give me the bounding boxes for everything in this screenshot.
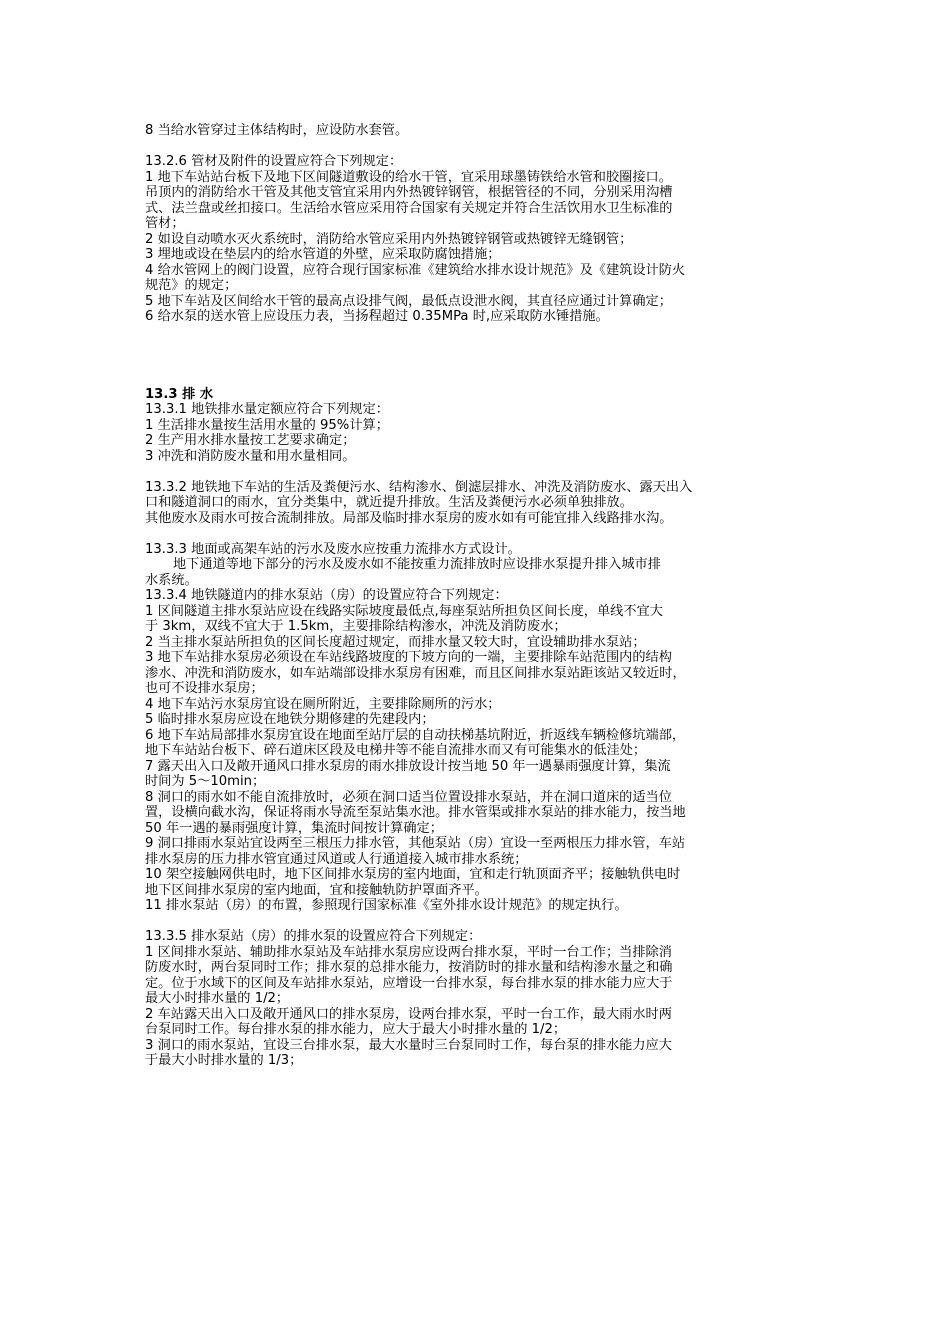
text-line: 地下车站站台板下、碎石道床区段及电梯井等不能自流排水而又有可能集水的低洼处；: [145, 743, 647, 758]
text-line: 3 洞口的雨水泵站，宜设三台排水泵，最大水量时三台泵同时工作，每台泵的排水能力应大: [145, 1037, 672, 1053]
text-line: 时间为 5～10min；: [145, 774, 266, 789]
text-line: 2 如设自动喷水灭火系统时，消防给水管应采用内外热镀锌钢管或热镀锌无缝钢管；: [145, 231, 633, 247]
text-line: 1 地下车站站台板下及地下区间隧道敷设的给水干管，宜采用球墨铸铁给水管和胶圈接口。: [145, 169, 672, 185]
document-page: [145, 123, 815, 1069]
text-line: 13.3.2 地铁地下车站的生活及粪便污水、结构渗水、倒滤层排水、冲洗及消防废水、露天出入: [145, 479, 693, 495]
text-line: 1 区间排水泵站、辅助排水泵站及车站排水泵房应设两台排水泵，平时一台工作；当排除消: [145, 944, 672, 960]
text-line: 2 当主排水泵站所担负的区间长度超过规定，而排水量又较大时，宜设辅助排水泵站；: [145, 634, 646, 650]
text-line: 渗水、冲洗和消防废水，如车站端部设排水泵房有困难，而且区间排水泵站距该站又较近时，: [145, 665, 686, 681]
text-line: 地下区间排水泵房的室内地面，宜和接触轨防护罩面齐平。: [145, 882, 488, 898]
text-line: 8 洞口的雨水如不能自流排放时，必须在洞口适当位置设排水泵站，并在洞口道床的适当位: [145, 789, 672, 805]
text-line: 13.2.6 管材及附件的设置应符合下列规定：: [145, 154, 403, 169]
text-line: 13.3.1 地铁排水量定额应符合下列规定：: [145, 402, 389, 417]
text-line: 4 给水管网上的阀门设置，应符合现行国家标准《建筑给水排水设计规范》及《建筑设计防火: [145, 262, 686, 278]
text-line: 防废水时，两台泵同时工作；排水泵的总排水能力，按消防时的排水量和结构渗水量之和确: [145, 960, 673, 975]
text-line: 吊顶内的消防给水干管及其他支管宜采用内外热镀锌钢管，根据管径的不同，分别采用沟槽: [145, 185, 673, 200]
text-line: 5 地下车站及区间给水干管的最高点设排气阀，最低点设泄水阀，其直径应通过计算确定；: [145, 293, 672, 309]
text-line: 8 当给水管穿过主体结构时，应设防水套管。: [145, 123, 409, 138]
text-line: 管材；: [145, 216, 185, 231]
text-line: 台泵同时工作。每台排水泵的排水能力，应大于最大小时排水量的 1/2；: [145, 1022, 567, 1037]
text-line: 排水泵房的压力排水管宜通过风道或人行通道接入城市排水系统；: [145, 851, 528, 867]
paragraph-spacer: [145, 914, 815, 930]
section-spacer: [145, 325, 815, 387]
section-heading: 13.3 排 水: [145, 386, 214, 402]
text-line: 6 给水泵的送水管上应设压力表，当扬程超过 0.35MPa 时,应采取防水锤措施。: [145, 309, 609, 324]
text-line: 13.3.4 地铁隧道内的排水泵站（房）的设置应符合下列规定：: [145, 588, 508, 603]
text-line: 最大小时排水量的 1/2；: [145, 991, 290, 1006]
paragraph-spacer: [145, 139, 815, 155]
text-line: 地下通道等地下部分的污水及废水如不能按重力流排放时应设排水泵提升排入城市排: [173, 557, 661, 572]
text-line: 2 车站露天出入口及敞开通风口的排水泵房，设两台排水泵，平时一台工作，最大雨水时两: [145, 1006, 672, 1022]
text-line: 4 地下车站污水泵房宜设在厕所附近，主要排除厕所的污水；: [145, 696, 501, 712]
text-line: 式、法兰盘或丝扣接口。生活给水管应采用符合国家有关规定并符合生活饮用水卫生标准的: [145, 200, 673, 216]
text-line: 3 地下车站排水泵房必须设在车站线路坡度的下坡方向的一端，主要排除车站范围内的结构: [145, 650, 672, 665]
text-line: 7 露天出入口及敞开通风口排水泵房的雨水排放设计按当地 50 年一遇暴雨强度计算，集流: [145, 758, 671, 774]
text-line: 3 埋地或设在垫层内的给水管道的外壁，应采取防腐蚀措施；: [145, 247, 501, 262]
text-line: 规范》的规定；: [145, 278, 238, 293]
text-line: 置，设横向截水沟，保证将雨水导流至泵站集水池。排水管渠或排水泵站的排水能力，按当地: [145, 805, 686, 820]
text-line: 于最大小时排水量的 1/3；: [145, 1053, 303, 1068]
text-line: 也可不设排水泵房；: [145, 681, 264, 696]
text-line: 50 年一遇的暴雨强度计算，集流时间按计算确定；: [145, 820, 443, 836]
paragraph-spacer: [145, 526, 815, 542]
text-line: 1 生活排水量按生活用水量的 95%计算；: [145, 417, 389, 433]
text-line: 9 洞口排雨水泵站宜设两至三根压力排水管，其他泵站（房）宜设一至两根压力排水管，车站: [145, 836, 686, 851]
text-line: 其他废水及雨水可按合流制排放。局部及临时排水泵房的废水如有可能宜排入线路排水沟。: [145, 510, 673, 526]
text-line: 于 3km，双线不宜大于 1.5km，主要排除结构渗水，冲洗及消防废水；: [145, 619, 567, 634]
text-line: 13.3.5 排水泵站（房）的排水泵的设置应符合下列规定：: [145, 929, 482, 944]
text-line: 定。位于水域下的区间及车站排水泵站，应增设一台排水泵，每台排水泵的排水能力应大于: [145, 975, 673, 991]
paragraph-spacer: [145, 464, 815, 480]
text-line: 11 排水泵站（房）的布置，参照现行国家标准《室外排水设计规范》的规定执行。: [145, 898, 628, 913]
text-line: 口和隧道洞口的雨水，宜分类集中，就近提升排放。生活及粪便污水必须单独排放。: [145, 495, 633, 510]
text-line: 10 架空接触网供电时，地下区间排水泵房的室内地面，宜和走行轨顶面齐平；接触轨供电时: [145, 867, 681, 882]
text-line: 2 生产用水排水量按工艺要求确定；: [145, 433, 356, 448]
text-line: 1 区间隧道主排水泵站应设在线路实际坡度最低点,每座泵站所担负区间长度，单线不宜大: [145, 603, 663, 619]
text-line: 5 临时排水泵房应设在地铁分期修建的先建段内；: [145, 712, 435, 727]
text-line: 3 冲洗和消防废水量和用水量相同。: [145, 448, 356, 464]
text-line: 6 地下车站局部排水泵房宜设在地面至站厅层的自动扶梯基坑附近，折返线车辆检修坑端部，: [145, 727, 686, 743]
text-line: 13.3.3 地面或高架车站的污水及废水应按重力流排水方式设计。: [145, 541, 521, 557]
text-line: 水系统。: [145, 572, 198, 588]
